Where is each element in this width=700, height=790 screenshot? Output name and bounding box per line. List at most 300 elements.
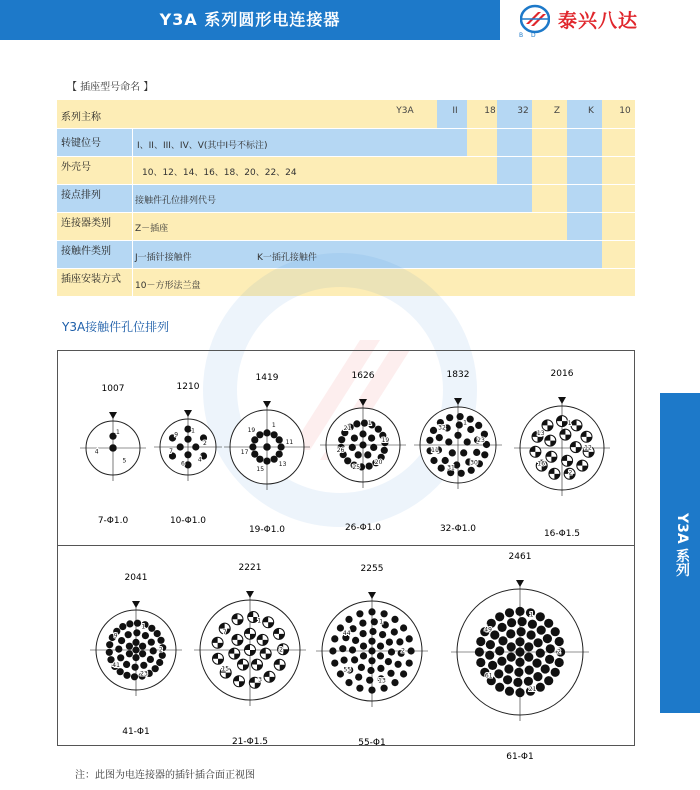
contact-number: 44 (342, 630, 351, 638)
code-series: Y3A (396, 106, 414, 116)
contact-pin (148, 625, 155, 632)
contact-pin (339, 645, 346, 652)
contact-number: 3 (258, 676, 262, 684)
contact-number: 6 (180, 460, 185, 468)
contact-pin (524, 653, 533, 662)
contact-number: 15 (221, 665, 230, 673)
contact-number: 1 (567, 420, 572, 428)
contact-pin (359, 620, 366, 627)
row-label: 插座安装方式 (61, 274, 121, 285)
contact-pin (430, 457, 437, 464)
contact-pin (345, 679, 352, 686)
layout-spec: 41-Φ1 (122, 727, 150, 737)
key-triangle-icon (516, 580, 524, 587)
contact-pin (184, 461, 191, 468)
contact-pin (106, 641, 113, 648)
code-mount: 10 (619, 106, 631, 116)
contact-number: 7 (169, 447, 174, 455)
row-desc: J一插针接触件 (135, 253, 192, 263)
contact-pin (494, 669, 503, 678)
contact-pin (543, 634, 552, 643)
contact-pin (536, 683, 545, 692)
contact-pin (532, 659, 541, 668)
contact-pin (359, 441, 366, 448)
contact-pin (131, 673, 138, 680)
code-contact: K (588, 106, 594, 116)
contact-number: 15 (256, 465, 265, 473)
contact-number: 20 (374, 458, 383, 466)
connector-layout-2016 (500, 346, 624, 550)
contact-pin (445, 438, 452, 445)
contact-number: 2 (202, 440, 207, 448)
contact-pin (436, 434, 443, 441)
contact-pin (476, 637, 485, 646)
contact-number: 2 (557, 648, 562, 656)
contact-number: 26 (336, 447, 345, 455)
contact-pin (475, 647, 484, 656)
contact-pin (370, 444, 377, 451)
contact-pin (377, 665, 384, 672)
contact-pin (475, 422, 482, 429)
row-label: 连接器类别 (61, 218, 111, 229)
contact-number: 25 (352, 463, 361, 471)
contact-pin (381, 447, 388, 454)
contact-number: 30 (470, 459, 478, 467)
contact-pin (118, 637, 125, 644)
contact-pin (468, 467, 475, 474)
contact-pin (473, 449, 480, 456)
contact-pin (148, 639, 155, 646)
contact-pin (271, 456, 278, 463)
contact-pin (156, 659, 163, 666)
contact-pin (123, 672, 130, 679)
contact-pin (381, 610, 388, 617)
contact-pin (379, 631, 386, 638)
contact-pin (545, 655, 554, 664)
contact-number: 2 (158, 646, 163, 654)
contact-pin (355, 451, 362, 458)
contact-number: 1 (367, 420, 372, 428)
contact-number: 5 (122, 457, 127, 465)
contact-pin (345, 616, 352, 623)
contact-pin (341, 657, 348, 664)
contact-pin (507, 642, 516, 651)
contact-pin (514, 668, 523, 677)
contact-pin (375, 426, 382, 433)
layout-code: 1210 (176, 382, 200, 392)
contact-pin (541, 664, 550, 673)
contact-number: 23 (140, 670, 148, 678)
contact-number: 9 (113, 632, 118, 640)
row-label: 系列主称 (61, 112, 101, 123)
contact-pin (515, 637, 524, 646)
contact-pin (251, 436, 258, 443)
row-label: 转键位号 (61, 138, 101, 149)
contact-pin (449, 449, 456, 456)
contact-pin (109, 444, 116, 451)
contact-pin (368, 638, 375, 645)
contact-pin (524, 677, 533, 686)
contact-number: 13 (536, 430, 545, 437)
contact-pin (391, 628, 398, 635)
page-header (0, 0, 700, 40)
contact-pin (456, 421, 463, 428)
contact-pin (271, 431, 278, 438)
contact-pin (251, 451, 258, 458)
contact-pin (396, 638, 403, 645)
contact-pin (117, 668, 124, 675)
contact-pin (360, 643, 367, 650)
contact-pin (498, 623, 507, 632)
row-label: 外壳号 (61, 162, 91, 173)
contact-pin (134, 620, 141, 627)
contact-pin (133, 629, 140, 636)
contact-pin (387, 670, 394, 677)
naming-heading: 【 插座型号命名 】 (67, 82, 154, 93)
contact-pin (498, 636, 507, 645)
layout-code: 1007 (101, 384, 125, 394)
contact-pin (364, 451, 371, 458)
contact-pin (368, 657, 375, 664)
contact-pin (446, 414, 453, 421)
row-desc: I、II、III、IV、V(其中I号不标注) (137, 141, 268, 151)
contact-number: 12 (584, 444, 592, 452)
contact-number: 49 (484, 626, 492, 634)
contact-number: 21 (528, 686, 537, 693)
contact-pin (132, 646, 139, 653)
contact-pin (495, 683, 504, 692)
contact-pin (381, 685, 388, 692)
contact-pin (371, 618, 378, 625)
contact-pin (139, 650, 146, 657)
contact-pin (369, 628, 376, 635)
row-desc: Z－插座 (135, 224, 169, 234)
contact-pin (481, 451, 488, 458)
contact-pin (546, 644, 555, 653)
contact-pin (506, 629, 515, 638)
contact-pin (460, 449, 467, 456)
contact-pin (515, 607, 524, 616)
contact-pin (147, 656, 154, 663)
contact-pin (356, 610, 363, 617)
contact-pin (355, 674, 362, 681)
contact-pin (276, 451, 283, 458)
code-shell: 18 (484, 106, 496, 116)
contact-pin (366, 677, 373, 684)
contact-pin (551, 627, 560, 636)
contact-number: 7 (222, 629, 227, 637)
row-bg-yellow (57, 100, 437, 128)
contact-pin (377, 643, 384, 650)
contact-pin (142, 632, 149, 639)
contact-pin (338, 436, 345, 443)
row-desc-2: K一插孔接触件 (257, 253, 317, 263)
contact-pin (464, 438, 471, 445)
logo-letters: B D (519, 32, 539, 39)
contact-number: 1 (529, 611, 534, 619)
contact-number: 13 (278, 460, 287, 468)
contact-pin (476, 658, 485, 667)
key-triangle-icon (558, 397, 566, 404)
contact-number: 1 (191, 427, 196, 435)
contact-pin (344, 457, 351, 464)
contact-number: 19 (381, 436, 390, 444)
page-title: Y3A 系列圆形电连接器 (159, 10, 341, 29)
contact-pin (184, 436, 191, 443)
contact-pin (353, 420, 360, 427)
contact-number: 1 (271, 422, 276, 430)
contact-pin (177, 443, 184, 450)
layout-spec: 16-Φ1.5 (543, 529, 581, 539)
contact-pin (351, 656, 358, 663)
contact-number: 17 (240, 449, 249, 457)
key-triangle-icon (263, 401, 271, 408)
contact-number: 1 (257, 617, 262, 625)
contact-pin (356, 685, 363, 692)
key-triangle-icon (184, 410, 192, 417)
layout-spec: 32-Φ1.0 (439, 524, 477, 534)
side-tab-label: Y3A 系列 (674, 513, 690, 577)
footnote: 注：此图为电连接器的插针插合面正视图 (75, 770, 255, 781)
contact-pin (504, 664, 513, 673)
contact-number: 61 (484, 672, 493, 680)
contact-pin (485, 651, 494, 660)
brand-name: 泰兴八达 (558, 10, 639, 32)
contact-pin (488, 661, 497, 670)
contact-pin (507, 618, 516, 627)
connector-layout-2255 (302, 541, 442, 761)
contact-pin (527, 630, 536, 639)
contact-number: 2 (279, 646, 283, 654)
connector-layout-2221 (180, 540, 320, 760)
connector-layout-1832 (400, 347, 516, 543)
layout-code: 2041 (124, 573, 148, 583)
contact-pin (486, 640, 495, 649)
key-triangle-icon (368, 592, 376, 599)
contact-pin (184, 451, 191, 458)
contact-pin (551, 668, 560, 677)
contact-pin (507, 653, 516, 662)
contact-pin (524, 642, 533, 651)
contact-pin (331, 635, 338, 642)
contact-pin (140, 662, 147, 669)
contact-pin (544, 619, 553, 628)
contact-number: 16 (537, 460, 546, 468)
contact-pin (406, 635, 413, 642)
contact-pin (555, 658, 564, 667)
contact-pin (537, 626, 546, 635)
contact-pin (263, 458, 270, 465)
contact-pin (515, 658, 524, 667)
connector-layout-2461 (437, 529, 603, 775)
contact-pin (426, 437, 433, 444)
contact-pin (395, 661, 402, 668)
contact-pin (503, 675, 512, 684)
layout-code: 1419 (255, 373, 279, 383)
layout-spec: 7-Φ1.0 (97, 516, 129, 526)
contact-pin (400, 670, 407, 677)
contact-pin (349, 646, 356, 653)
layout-code: 2221 (238, 563, 262, 573)
contact-pin (366, 463, 373, 470)
contact-pin (454, 432, 461, 439)
layout-code: 2255 (360, 564, 384, 574)
contact-number: 21 (343, 425, 352, 433)
contact-pin (408, 647, 415, 654)
layout-code: 1626 (351, 371, 375, 381)
code-layout: 32 (517, 106, 529, 116)
contact-pin (368, 608, 375, 615)
row-desc: 接触件孔位排列代号 (135, 196, 217, 206)
brand-logo (500, 0, 700, 40)
contact-pin (536, 649, 545, 658)
code-key: II (452, 106, 458, 116)
contact-pin (367, 667, 374, 674)
contact-pin (115, 646, 122, 653)
contact-pin (359, 430, 366, 437)
contact-pin (256, 456, 263, 463)
contact-pin (528, 620, 537, 629)
layout-spec: 55-Φ1 (358, 738, 386, 748)
contact-pin (525, 666, 534, 675)
layouts-heading: Y3A接触件孔位排列 (62, 320, 170, 334)
row-label: 接点排列 (61, 190, 101, 201)
contact-pin (117, 654, 124, 661)
contact-number: 11 (431, 447, 439, 455)
contact-pin (126, 620, 133, 627)
contact-pin (126, 643, 133, 650)
contact-number: 55 (343, 666, 352, 674)
row-desc: 10、12、14、16、18、20、22、24 (142, 168, 297, 178)
contact-number: 2 (401, 647, 405, 655)
company-logo-icon (520, 4, 550, 34)
contact-pin (544, 676, 553, 685)
contact-number: 19 (247, 427, 256, 435)
contact-pin (352, 637, 359, 644)
contact-pin (351, 435, 358, 442)
contact-pin (263, 443, 270, 450)
contact-pin (360, 630, 367, 637)
contact-number: 2 (568, 469, 573, 477)
contact-pin (515, 647, 524, 656)
contact-pin (329, 647, 336, 654)
contact-number: 41 (112, 661, 120, 669)
contact-pin (360, 652, 367, 659)
contact-pin (442, 457, 449, 464)
contact-pin (536, 612, 545, 621)
contact-pin (430, 427, 437, 434)
contact-pin (358, 664, 365, 671)
contact-number: 1 (115, 429, 120, 436)
key-triangle-icon (359, 399, 367, 406)
contact-pin (154, 630, 161, 637)
contact-number: 9 (174, 431, 179, 439)
contact-number: 1 (463, 419, 467, 427)
layout-spec: 21-Φ1.5 (231, 737, 269, 747)
contact-pin (125, 631, 132, 638)
contact-pin (385, 658, 392, 665)
contact-pin (534, 638, 543, 647)
side-tab (660, 393, 700, 713)
key-triangle-icon (109, 412, 117, 419)
contact-pin (249, 443, 256, 450)
connector-layout-2041 (76, 550, 196, 750)
contact-pin (152, 665, 159, 672)
contact-pin (467, 426, 474, 433)
contact-pin (123, 661, 130, 668)
row-desc: 10－方形法兰盘 (135, 281, 201, 291)
contact-pin (278, 443, 285, 450)
contact-number: 32 (438, 424, 446, 432)
key-triangle-icon (132, 601, 140, 608)
contact-pin (132, 639, 139, 646)
contact-number: 1 (379, 618, 384, 626)
contact-pin (276, 436, 283, 443)
contact-number: 31 (447, 464, 455, 472)
contact-pin (126, 650, 133, 657)
contact-pin (400, 624, 407, 631)
layout-code: 2016 (550, 369, 574, 379)
contact-pin (132, 664, 139, 671)
contact-pin (391, 679, 398, 686)
contact-pin (388, 648, 395, 655)
contact-pin (406, 660, 413, 667)
contact-pin (495, 646, 504, 655)
contact-pin (368, 647, 375, 654)
contact-pin (263, 429, 270, 436)
contact-pin (438, 465, 445, 472)
contact-pin (192, 443, 199, 450)
layout-spec: 61-Φ1 (506, 752, 534, 762)
contact-pin (555, 637, 564, 646)
contact-pin (467, 416, 474, 423)
contact-pin (533, 672, 542, 681)
code-type: Z (553, 106, 561, 116)
key-triangle-icon (454, 398, 462, 405)
contact-number: 4 (94, 448, 99, 456)
contact-number: 13 (378, 677, 386, 685)
contact-number: 4 (197, 456, 202, 464)
contact-pin (515, 688, 524, 697)
contact-pin (518, 617, 527, 626)
contact-pin (386, 639, 393, 646)
contact-pin (349, 444, 356, 451)
contact-pin (505, 687, 514, 696)
contact-pin (119, 623, 126, 630)
contact-pin (368, 435, 375, 442)
contact-pin (391, 616, 398, 623)
contact-pin (132, 654, 139, 661)
contact-pin (505, 608, 514, 617)
contact-pin (256, 431, 263, 438)
contact-number: 11 (285, 438, 294, 446)
layout-code: 2461 (508, 552, 532, 562)
contact-pin (377, 652, 384, 659)
contact-pin (497, 657, 506, 666)
row-label: 接触件类别 (61, 246, 111, 257)
layout-spec: 19-Φ1.0 (248, 525, 286, 535)
layout-code: 1832 (446, 370, 470, 380)
contact-pin (517, 627, 526, 636)
contact-number: 23 (477, 436, 485, 444)
key-triangle-icon (246, 591, 254, 598)
contact-pin (513, 678, 522, 687)
contact-number: 1 (141, 623, 146, 631)
contact-pin (150, 647, 157, 654)
contact-pin (157, 637, 164, 644)
contact-pin (368, 687, 375, 694)
contact-pin (331, 660, 338, 667)
